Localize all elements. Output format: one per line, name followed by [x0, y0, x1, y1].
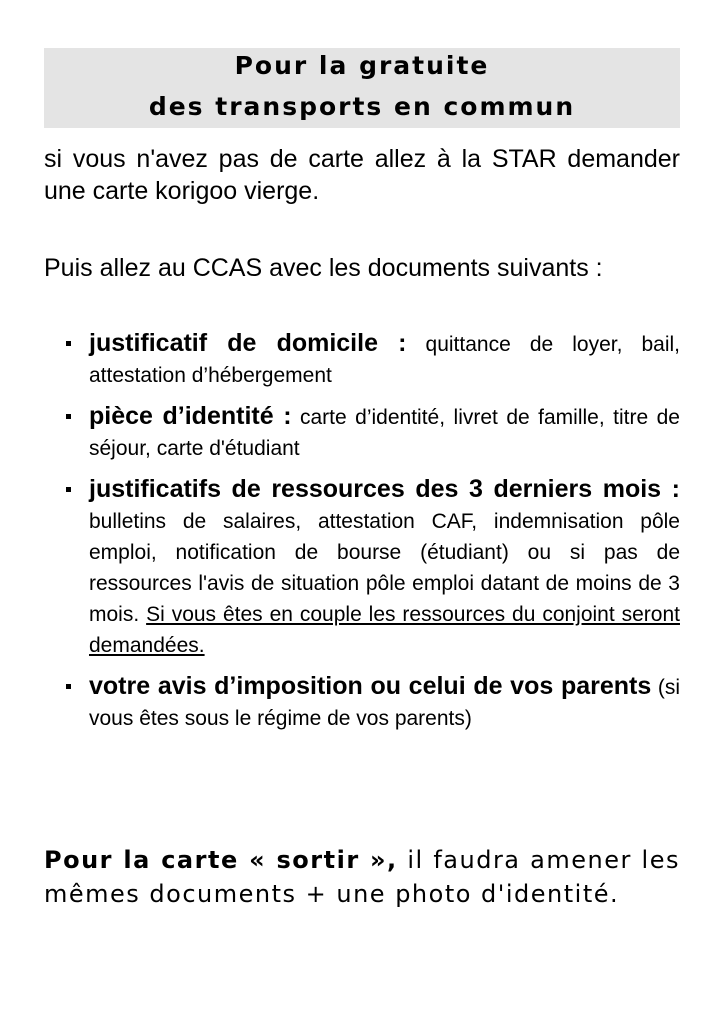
- list-item-domicile: [44, 328, 680, 391]
- bullet-icon: [66, 684, 71, 689]
- bullet-icon: [66, 414, 71, 419]
- item-heading: pièce d’identité :: [89, 402, 292, 430]
- sortir-text: il faudra amener les mêmes documents + une photo d'identité.: [44, 846, 680, 908]
- couple-note: Si vous êtes en couple les ressources du conjoint seront demandées.: [89, 603, 680, 657]
- item-heading: votre avis d’imposition ou celui de vos parents: [89, 672, 652, 700]
- intro-paragraph: si vous n'avez pas de carte allez à la STAR demander une carte korigoo vierge.: [44, 145, 680, 205]
- sortir-heading: Pour la carte « sortir »,: [44, 846, 398, 874]
- item-detail: quittance de loyer, bail, attestation d’hébergement: [89, 333, 680, 387]
- title-line-1: Pour la gratuite: [234, 51, 490, 80]
- sortir-paragraph: [44, 843, 680, 911]
- ccas-intro-paragraph: Puis allez au CCAS avec les documents suivants :: [44, 254, 603, 282]
- bullet-icon: [66, 487, 71, 492]
- list-item-ressources: [44, 474, 680, 661]
- bullet-icon: [66, 341, 71, 346]
- title-line-2: des transports en commun: [148, 92, 576, 121]
- item-detail: (si vous êtes sous le régime de vos parents): [89, 676, 680, 730]
- documents-list: [44, 328, 680, 744]
- title-banner: [44, 48, 680, 128]
- list-item-imposition: [44, 671, 680, 734]
- item-heading: justificatif de domicile :: [89, 329, 407, 357]
- item-heading: justificatifs de ressources des 3 derniers mois :: [89, 475, 680, 503]
- item-detail: bulletins de salaires, attestation CAF, indemnisation pôle emploi, notification de bourse (étudiant) ou si pas de ressources l'avis de situation pôle emploi datant de moins de 3 mois.: [89, 510, 680, 626]
- item-detail: carte d’identité, livret de famille, titre de séjour, carte d'étudiant: [89, 406, 680, 460]
- list-item-identite: [44, 401, 680, 464]
